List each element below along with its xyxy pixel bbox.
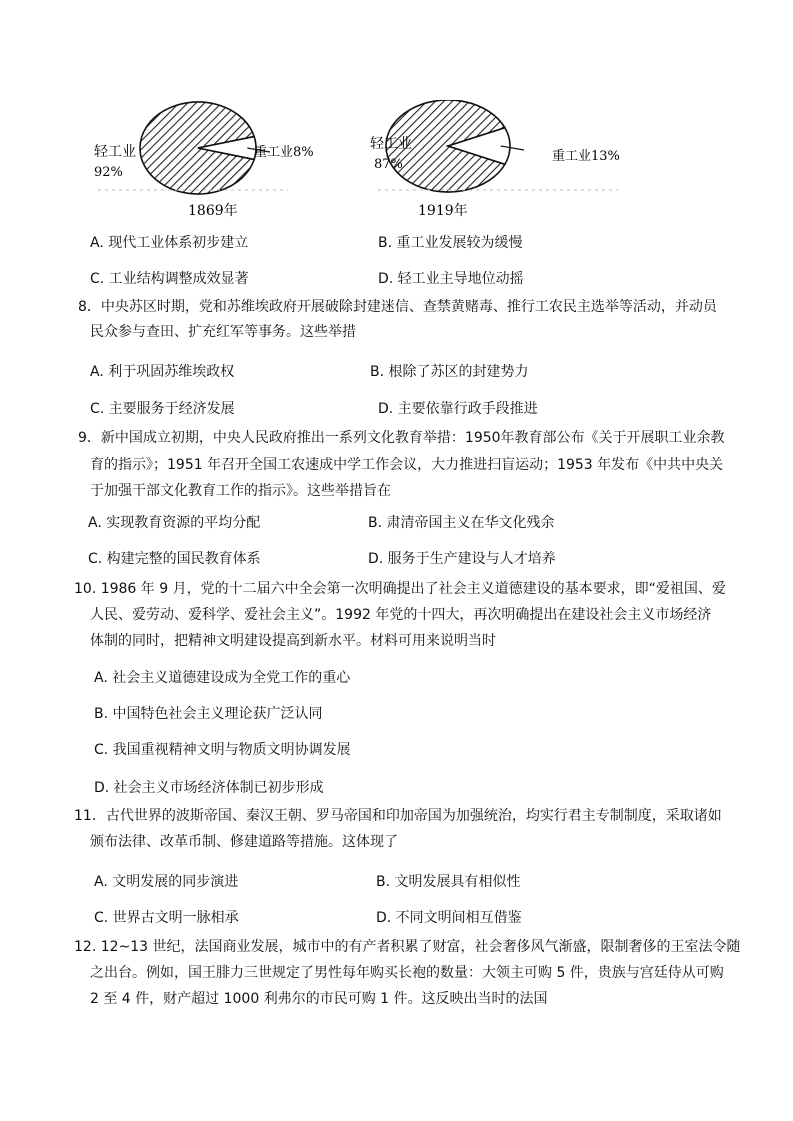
q8-option-a: A. 利于巩固苏维埃政权 (90, 364, 235, 380)
q10-stem-line1: 10. 1986 年 9 月，党的十二届六中全会第一次明确提出了社会主义道德建设的基本要求，即“爱祖国、爱 (74, 581, 726, 597)
q10-option-c: C. 我国重视精神文明与物质文明协调发展 (94, 742, 351, 758)
q7-option-c: C. 工业结构调整成效显著 (90, 271, 249, 287)
q11-option-a: A. 文明发展的同步演进 (94, 874, 239, 890)
q7-option-d: D. 轻工业主导地位动摇 (378, 271, 524, 287)
q12-stem-line3: 2 至 4 件，财产超过 1000 利弗尔的市民可购 1 件。这反映出当时的法国 (90, 991, 548, 1007)
pie1-light-label: 轻工业 (94, 144, 136, 160)
pie-charts (88, 100, 648, 222)
q9-stem-line1: 9．新中国成立初期，中央人民政府推出一系列文化教育举措：1950年教育部公布《关于开展职工业余教 (78, 430, 725, 446)
q10-option-a: A. 社会主义道德建设成为全党工作的重心 (94, 670, 351, 686)
q8-stem-line1: 8．中央苏区时期，党和苏维埃政府开展破除封建迷信、查禁黄赌毒、推行工农民主选举等活动，并动员 (78, 299, 717, 315)
pie2-year: 1919年 (418, 203, 468, 219)
q11-option-b: B. 文明发展具有相似性 (376, 874, 521, 890)
q9-stem-line2: 育的指示》；1951 年召开全国工农速成中学工作会议，大力推进扫盲运动；1953 年发布《中共中央关 (90, 457, 724, 473)
q9-option-b: B. 肃清帝国主义在华文化残余 (368, 515, 555, 531)
q10-stem-line3: 体制的同时，把精神文明建设提高到新水平。材料可用来说明当时 (90, 633, 496, 649)
pie2-light-pct: 87% (374, 157, 403, 172)
q8-option-c: C. 主要服务于经济发展 (90, 401, 235, 417)
q8-option-b: B. 根除了苏区的封建势力 (370, 364, 529, 380)
q11-stem-line1: 11．古代世界的波斯帝国、秦汉王朝、罗马帝国和印加帝国为加强统治，均实行君主专制制度，采取诸如 (74, 808, 722, 824)
pie-charts-svg (88, 100, 648, 222)
q12-stem-line2: 之出台。例如，国王腓力三世规定了男性每年购买长袍的数量：大领主可购 5 件，贵族与宫廷侍从可购 (90, 965, 724, 981)
q7-option-b: B. 重工业发展较为缓慢 (378, 235, 523, 251)
q10-stem-line2: 人民、爱劳动、爱科学、爱社会主义”。1992 年党的十四大，再次明确提出在建设社会主义市场经济 (90, 607, 712, 623)
pie1-light-pct: 92% (94, 165, 123, 180)
pie1-year: 1869年 (188, 203, 238, 219)
q9-option-d: D. 服务于生产建设与人才培养 (368, 551, 556, 567)
q10-option-b: B. 中国特色社会主义理论获广泛认同 (94, 706, 323, 722)
q10-option-d: D. 社会主义市场经济体制已初步形成 (94, 780, 324, 796)
q12-stem-line1: 12. 12~13 世纪，法国商业发展，城市中的有产者积累了财富，社会奢侈风气渐盛，限制奢侈的王室法令随 (74, 939, 741, 955)
q9-stem-line3: 于加强干部文化教育工作的指示》。这些举措旨在 (90, 483, 391, 499)
pie2-heavy-label: 重工业13% (552, 149, 620, 164)
q9-option-a: A. 实现教育资源的平均分配 (88, 515, 261, 531)
q8-option-d: D. 主要依靠行政手段推进 (378, 401, 538, 417)
q11-option-d: D. 不同文明间相互借鉴 (376, 910, 522, 926)
q8-stem-line2: 民众参与查田、扩充红军等事务。这些举措 (90, 324, 356, 340)
pie2-light-label: 轻工业 (370, 136, 412, 152)
pie1-heavy-label: 重工业8% (254, 145, 314, 160)
q7-option-a: A. 现代工业体系初步建立 (90, 235, 249, 251)
q9-option-c: C. 构建完整的国民教育体系 (88, 551, 261, 567)
q11-stem-line2: 颁布法律、改革币制、修建道路等措施。这体现了 (90, 834, 398, 850)
q11-option-c: C. 世界古文明一脉相承 (94, 910, 239, 926)
